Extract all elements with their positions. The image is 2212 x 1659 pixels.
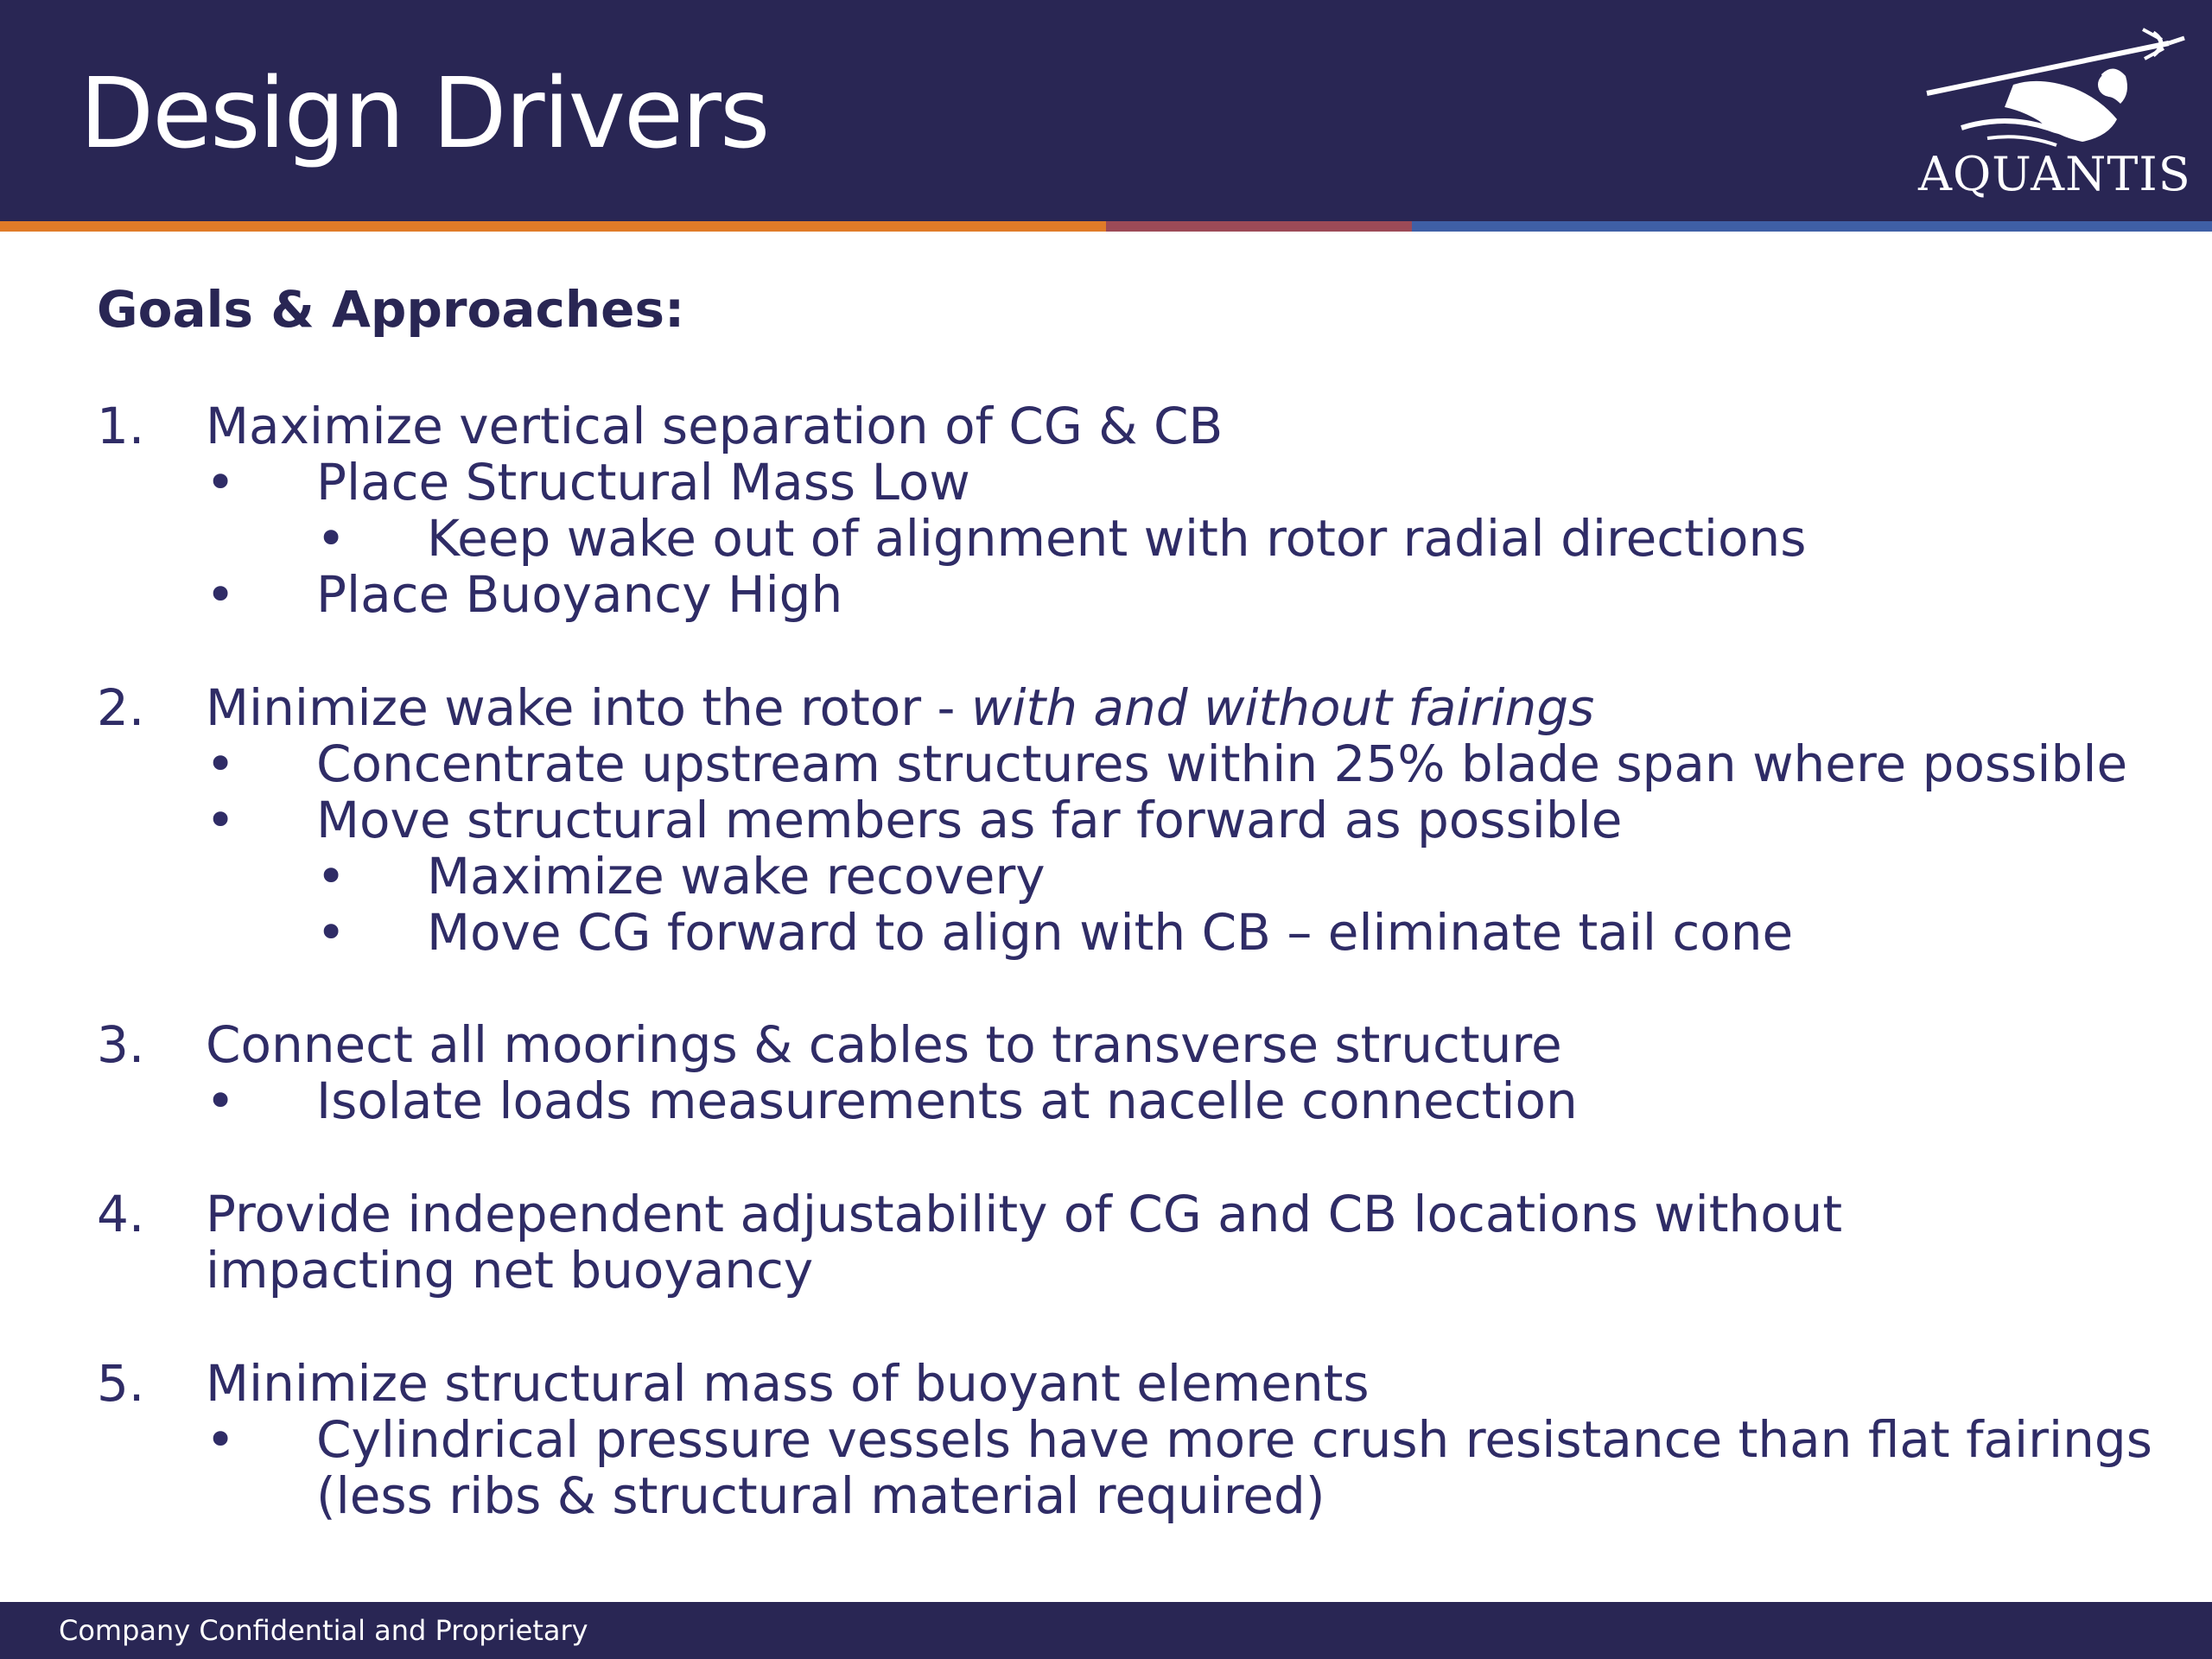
sub-item-text-continued: (less ribs & structural material required) bbox=[316, 1466, 1325, 1525]
sub-item-text: Isolate loads measurements at nacelle connection bbox=[316, 1071, 1578, 1130]
sub-sub-item-text: Move CG forward to align with CB – eliminate tail cone bbox=[427, 903, 1794, 962]
item-text: Connect all moorings & cables to transverse structure bbox=[206, 1015, 1562, 1074]
brand-name: AQUANTIS bbox=[1918, 147, 2191, 201]
bullet-marker: • bbox=[316, 903, 346, 962]
sub-item-text: Place Buoyancy High bbox=[316, 565, 843, 624]
slide-header bbox=[0, 0, 2212, 221]
sub-item-text: Place Structural Mass Low bbox=[316, 453, 970, 512]
bullet-marker: • bbox=[206, 453, 236, 512]
slide-footer bbox=[0, 1602, 2212, 1659]
item-text-regular: Minimize wake into the rotor - bbox=[206, 678, 971, 737]
bullet-marker: • bbox=[206, 791, 236, 849]
sub-item-text: Move structural members as far forward as possible bbox=[316, 791, 1623, 849]
sub-item-text: Cylindrical pressure vessels have more crush resistance than flat fairings bbox=[316, 1410, 2152, 1469]
footer-text: Company Confidential and Proprietary bbox=[59, 1614, 588, 1647]
sub-sub-item-text: Keep wake out of alignment with rotor radial directions bbox=[427, 509, 1807, 568]
header-stripes bbox=[0, 221, 2212, 232]
stripe-orange bbox=[0, 221, 1106, 232]
item-text-continued: impacting net buoyancy bbox=[206, 1241, 814, 1300]
item-number: 4. bbox=[97, 1185, 145, 1243]
item-number: 2. bbox=[97, 678, 145, 737]
sub-sub-item-text: Maximize wake recovery bbox=[427, 847, 1046, 906]
item-number: 1. bbox=[97, 397, 145, 455]
bullet-marker: • bbox=[206, 734, 236, 793]
item-text bbox=[206, 679, 1594, 736]
item-text: Maximize vertical separation of CG & CB bbox=[206, 397, 1224, 455]
stripe-blue bbox=[1412, 221, 2212, 232]
stripe-maroon bbox=[1106, 221, 1412, 232]
item-number: 5. bbox=[97, 1354, 145, 1413]
item-text-italic: with and without fairings bbox=[970, 678, 1595, 737]
item-text: Minimize structural mass of buoyant elements bbox=[206, 1354, 1370, 1413]
bullet-marker: • bbox=[206, 565, 236, 624]
item-number: 3. bbox=[97, 1015, 145, 1074]
item-text: Provide independent adjustability of CG and CB locations without bbox=[206, 1185, 1843, 1243]
bullet-marker: • bbox=[206, 1071, 236, 1130]
sub-item-text: Concentrate upstream structures within 25% blade span where possible bbox=[316, 734, 2128, 793]
bullet-marker: • bbox=[316, 847, 346, 906]
bullet-marker: • bbox=[206, 1410, 236, 1469]
bullet-marker: • bbox=[316, 509, 346, 568]
section-heading: Goals & Approaches: bbox=[97, 280, 685, 339]
slide-title: Design Drivers bbox=[79, 58, 769, 170]
